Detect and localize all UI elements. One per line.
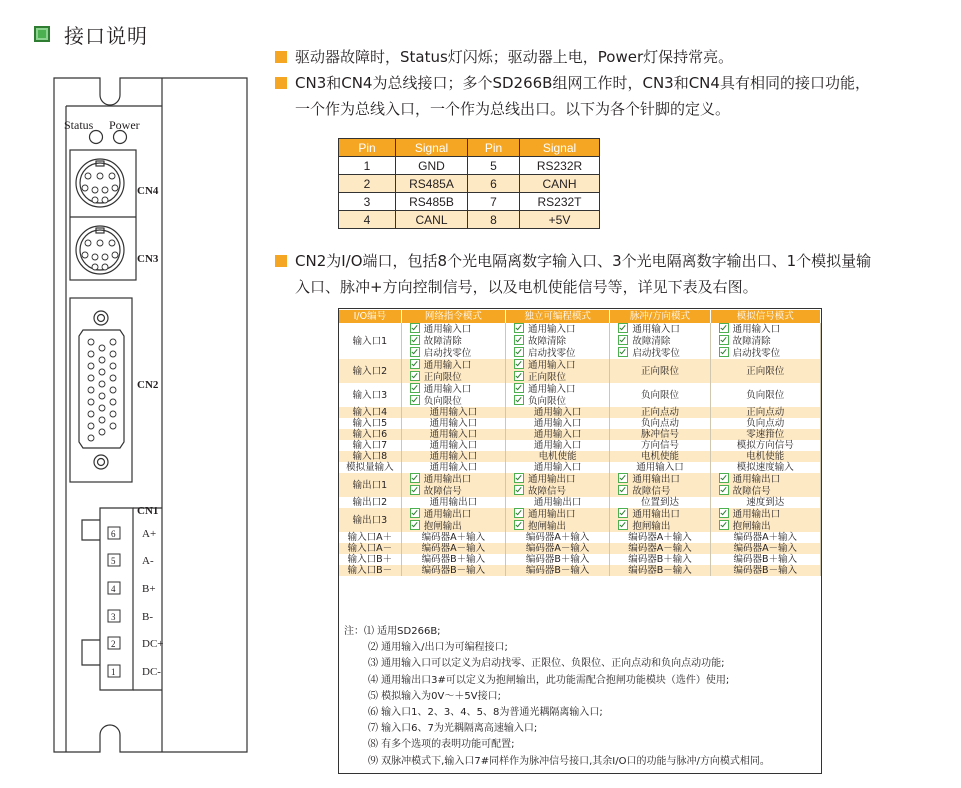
terminal-label: B- [142, 611, 153, 623]
note-line: 注：⑴ 适用SD266B; [344, 626, 441, 637]
power-led-label: Power [109, 118, 140, 132]
checkbox-icon [618, 473, 628, 483]
checkbox-icon [514, 395, 524, 405]
checkbox-icon [719, 335, 729, 345]
table-row: 输入口5 通用输入口 通用输入口 负向点动 负向点动 [339, 418, 821, 429]
cn4-label: CN4 [137, 185, 159, 197]
para-text: 一个作为总线入口，一个作为总线出口。以下为各个针脚的定义。 [295, 100, 731, 118]
pin-table [338, 138, 600, 229]
checkbox-icon [618, 508, 628, 518]
note-line: ⑷ 通用输出口3#可以定义为抱闸输出，此功能需配合抱闸功能模块（选件）使用; [368, 674, 730, 686]
checkbox-icon [514, 335, 524, 345]
note-line: ⑻ 有多个选项的表明功能可配置; [368, 739, 515, 751]
note-line: ⑶ 通用输入口可以定义为启动找零、正限位、负限位、正向点动和负向点动功能; [368, 658, 725, 670]
table-row: 输入口4 通用输入口 通用输入口 正向点动 正向点动 [339, 407, 821, 418]
checkbox-icon [410, 347, 420, 357]
bullet-icon [275, 51, 287, 63]
checkbox-icon [719, 485, 729, 495]
terminal-label: DC- [142, 666, 161, 678]
checkbox-icon [514, 371, 524, 381]
para-text: 入口、脉冲+方向控制信号，以及电机使能信号等，详见下表及右图。 [295, 278, 758, 296]
page-title: 接口说明 [64, 23, 148, 48]
checkbox-icon [514, 508, 524, 518]
checkbox-icon [719, 520, 729, 530]
table-row: 输入口B＋ 编码器B＋输入 编码器B＋输入 编码器B＋输入 编码器B＋输入 [339, 554, 821, 565]
signal-header: Signal [520, 139, 600, 157]
checkbox-icon [618, 520, 628, 530]
checkbox-icon [410, 395, 420, 405]
checkbox-icon [410, 383, 420, 393]
checkbox-icon [618, 323, 628, 333]
checkbox-icon [410, 323, 420, 333]
note-line: ⑸ 模拟输入为0V～＋5V接口; [368, 690, 501, 702]
para-io [275, 248, 871, 300]
checkbox-icon [410, 485, 420, 495]
para-status [275, 44, 733, 70]
table-row: 模拟量输入 通用输入口 通用输入口 通用输入口 模拟速度输入 [339, 462, 821, 473]
table-row: 输入口B－ 编码器B－输入 编码器B－输入 编码器B－输入 编码器B－输入 [339, 565, 821, 576]
table-row: 输出口3 通用输出口 抱闸输出 通用输出口 抱闸输出 通用输出口 抱闸输出 通用输出口 抱闸输出 [339, 508, 821, 532]
table-row: 3 RS485B 7 RS232T [339, 193, 600, 211]
checkbox-icon [410, 335, 420, 345]
table-row: 输出口1 通用输出口 故障信号 通用输出口 故障信号 通用输出口 故障信号 通用输出口 故障信号 [339, 473, 821, 497]
para-text: CN2为I/O端口，包括8个光电隔离数字输入口、3个光电隔离数字输出口、1个模拟量输 [295, 252, 872, 270]
table-row: 4 CANL 8 +5V [339, 211, 600, 229]
checkbox-icon [719, 473, 729, 483]
note-line: ⑺ 输入口6、7为光耦隔离高速输入口; [368, 723, 538, 735]
terminal-num: 4 [111, 584, 116, 594]
table-row: 1 GND 5 RS232R [339, 157, 600, 175]
pin-header: Pin [468, 139, 520, 157]
bullet-icon [275, 255, 287, 267]
note-line: ⑵ 通用输入/出口为可编程接口; [368, 642, 508, 654]
checkbox-icon [618, 485, 628, 495]
table-row: 输出口2 通用输出口 通用输出口 位置到达 速度到达 [339, 497, 821, 508]
checkbox-icon [410, 473, 420, 483]
checkbox-icon [410, 508, 420, 518]
cn2-label: CN2 [137, 379, 159, 391]
terminal-label: A+ [142, 528, 157, 540]
terminal-label: B+ [142, 583, 156, 595]
checkbox-icon [514, 323, 524, 333]
cn1-label: CN1 [137, 505, 159, 517]
status-led-label: Status [64, 118, 94, 132]
checkbox-icon [618, 347, 628, 357]
checkbox-icon [410, 359, 420, 369]
terminal-label: DC+ [142, 638, 164, 650]
table-row: 输入口8 通用输入口 电机使能 电机使能 电机使能 [339, 451, 821, 462]
checkbox-icon [719, 347, 729, 357]
note-line: ⑼ 双脉冲模式下,输入口7#同样作为脉冲信号接口,其余I/O口的功能与脉冲/方向模式相同。 [368, 755, 770, 767]
terminal-num: 3 [111, 612, 116, 622]
pin-header: Pin [339, 139, 396, 157]
notes [344, 624, 770, 770]
table-row: 输入口1 通用输入口 故障清除 启动找零位 通用输入口 故障清除 启动找零位 通用输入口 故障清除 启动找零位 通用输入口 故障清除 启动找零位 [339, 323, 821, 359]
table-row: 输入口7 通用输入口 通用输入口 方向信号 模拟方向信号 [339, 440, 821, 451]
checkbox-icon [410, 371, 420, 381]
checkbox-icon [719, 508, 729, 518]
table-row: 输入口6 通用输入口 通用输入口 脉冲信号 零速箝位 [339, 429, 821, 440]
para-text: 驱动器故障时，Status灯闪烁；驱动器上电，Power灯保持常亮。 [295, 48, 734, 66]
table-row: 输入口A＋ 编码器A＋输入 编码器A＋输入 编码器A＋输入 编码器A＋输入 [339, 532, 821, 543]
io-table [339, 310, 821, 576]
bullet-icon [275, 77, 287, 89]
checkbox-icon [410, 520, 420, 530]
checkbox-icon [514, 473, 524, 483]
para-bus [275, 70, 870, 122]
para-text: CN3和CN4为总线接口；多个SD266B组网工作时，CN3和CN4具有相同的接口功能， [295, 74, 870, 92]
terminal-num: 1 [111, 667, 116, 677]
terminal-label: A- [142, 555, 154, 567]
checkbox-icon [514, 359, 524, 369]
table-row: 2 RS485A 6 CANH [339, 175, 600, 193]
table-row: 输入口3 通用输入口 负向限位 通用输入口 负向限位 负向限位 负向限位 [339, 383, 821, 407]
table-row: 输入口A－ 编码器A－输入 编码器A－输入 编码器A－输入 编码器A－输入 [339, 543, 821, 554]
checkbox-icon [514, 347, 524, 357]
table-row: 输入口2 通用输入口 正向限位 通用输入口 正向限位 正向限位 正向限位 [339, 359, 821, 383]
checkbox-icon [514, 520, 524, 530]
checkbox-icon [618, 335, 628, 345]
io-header-row: I/O编号 网络指令模式 独立可编程模式 脉冲/方向模式 模拟信号模式 [339, 310, 821, 323]
signal-header: Signal [396, 139, 468, 157]
terminal-num: 6 [111, 529, 116, 539]
checkbox-icon [514, 485, 524, 495]
cn3-label: CN3 [137, 253, 159, 265]
terminal-num: 2 [111, 639, 116, 649]
checkbox-icon [514, 383, 524, 393]
checkbox-icon [719, 323, 729, 333]
note-line: ⑹ 输入口1、2、3、4、5、8为普通光耦隔离输入口; [368, 707, 603, 719]
terminal-num: 5 [111, 556, 116, 566]
